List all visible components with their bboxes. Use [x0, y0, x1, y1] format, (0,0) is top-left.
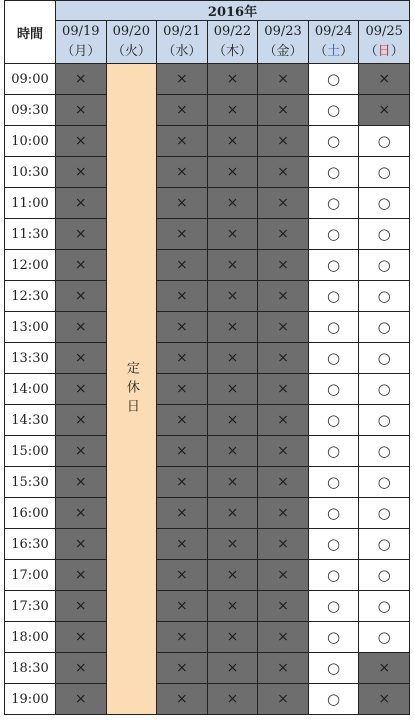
available-slot[interactable]: ○	[359, 312, 410, 343]
unavailable-slot: ×	[157, 281, 208, 312]
unavailable-slot: ×	[56, 219, 107, 250]
available-slot[interactable]: ○	[308, 684, 359, 715]
unavailable-slot: ×	[157, 622, 208, 653]
unavailable-slot: ×	[258, 529, 309, 560]
unavailable-slot: ×	[157, 467, 208, 498]
unavailable-slot: ×	[207, 622, 258, 653]
unavailable-slot: ×	[157, 405, 208, 436]
available-slot[interactable]: ○	[308, 312, 359, 343]
unavailable-slot: ×	[56, 560, 107, 591]
available-slot[interactable]: ○	[308, 560, 359, 591]
unavailable-slot: ×	[258, 95, 309, 126]
unavailable-slot: ×	[157, 250, 208, 281]
time-label: 09:30	[5, 95, 56, 126]
time-label: 09:00	[5, 64, 56, 95]
unavailable-slot: ×	[258, 219, 309, 250]
date-row	[5, 21, 410, 64]
table-row	[5, 374, 410, 405]
time-label: 13:30	[5, 343, 56, 374]
unavailable-slot: ×	[157, 436, 208, 467]
year-header: 2016年	[56, 1, 410, 21]
unavailable-slot: ×	[56, 157, 107, 188]
unavailable-slot: ×	[207, 312, 258, 343]
available-slot[interactable]: ○	[308, 467, 359, 498]
unavailable-slot: ×	[56, 436, 107, 467]
unavailable-slot: ×	[157, 591, 208, 622]
unavailable-slot: ×	[207, 529, 258, 560]
date-header	[56, 21, 107, 64]
unavailable-slot: ×	[207, 467, 258, 498]
unavailable-slot: ×	[56, 529, 107, 560]
available-slot[interactable]: ○	[308, 498, 359, 529]
available-slot[interactable]: ○	[359, 498, 410, 529]
available-slot[interactable]: ○	[359, 529, 410, 560]
unavailable-slot: ×	[157, 498, 208, 529]
time-label: 10:00	[5, 126, 56, 157]
unavailable-slot: ×	[258, 591, 309, 622]
unavailable-slot: ×	[258, 684, 309, 715]
unavailable-slot: ×	[258, 250, 309, 281]
date-header	[157, 21, 208, 64]
unavailable-slot: ×	[157, 95, 208, 126]
time-label: 11:30	[5, 219, 56, 250]
table-row	[5, 126, 410, 157]
available-slot[interactable]: ○	[359, 126, 410, 157]
available-slot[interactable]: ○	[359, 467, 410, 498]
unavailable-slot: ×	[207, 560, 258, 591]
date-label: 09/19	[62, 24, 100, 39]
available-slot[interactable]: ○	[308, 529, 359, 560]
unavailable-slot: ×	[157, 343, 208, 374]
unavailable-slot: ×	[157, 126, 208, 157]
table-row	[5, 157, 410, 188]
unavailable-slot: ×	[56, 498, 107, 529]
table-row	[5, 405, 410, 436]
table-row	[5, 312, 410, 343]
available-slot[interactable]: ○	[308, 64, 359, 95]
unavailable-slot: ×	[157, 312, 208, 343]
date-label: 09/24	[314, 24, 353, 39]
unavailable-slot: ×	[56, 374, 107, 405]
unavailable-slot: ×	[359, 653, 410, 684]
available-slot[interactable]: ○	[308, 591, 359, 622]
unavailable-slot: ×	[258, 343, 309, 374]
table-row	[5, 684, 410, 715]
date-label: 09/21	[163, 24, 201, 39]
unavailable-slot: ×	[207, 64, 258, 95]
unavailable-slot: ×	[258, 467, 309, 498]
time-label: 13:00	[5, 312, 56, 343]
unavailable-slot: ×	[258, 188, 309, 219]
date-header	[359, 21, 410, 64]
available-slot[interactable]: ○	[359, 405, 410, 436]
unavailable-slot: ×	[207, 498, 258, 529]
table-row	[5, 64, 410, 95]
unavailable-slot: ×	[207, 157, 258, 188]
unavailable-slot: ×	[207, 126, 258, 157]
available-slot[interactable]: ○	[308, 188, 359, 219]
unavailable-slot: ×	[56, 95, 107, 126]
table-row	[5, 250, 410, 281]
table-row	[5, 498, 410, 529]
available-slot[interactable]: ○	[308, 250, 359, 281]
available-slot[interactable]: ○	[359, 622, 410, 653]
time-label: 15:30	[5, 467, 56, 498]
unavailable-slot: ×	[258, 405, 309, 436]
table-row	[5, 188, 410, 219]
date-label: 09/20	[112, 24, 151, 39]
available-slot[interactable]: ○	[308, 622, 359, 653]
weekday-label: （火）	[111, 44, 151, 59]
unavailable-slot: ×	[157, 374, 208, 405]
time-label: 12:30	[5, 281, 56, 312]
unavailable-slot: ×	[157, 64, 208, 95]
time-label: 15:00	[5, 436, 56, 467]
table-row	[5, 622, 410, 653]
time-label: 14:00	[5, 374, 56, 405]
unavailable-slot: ×	[157, 560, 208, 591]
table-row	[5, 560, 410, 591]
unavailable-slot: ×	[258, 157, 309, 188]
unavailable-slot: ×	[56, 343, 107, 374]
available-slot[interactable]: ○	[359, 591, 410, 622]
unavailable-slot: ×	[207, 219, 258, 250]
unavailable-slot: ×	[258, 64, 309, 95]
available-slot[interactable]: ○	[359, 343, 410, 374]
available-slot[interactable]: ○	[359, 250, 410, 281]
table-row	[5, 95, 410, 126]
available-slot[interactable]: ○	[359, 560, 410, 591]
closed-day-cell: 定休日	[106, 64, 157, 715]
time-label: 16:00	[5, 498, 56, 529]
unavailable-slot: ×	[258, 374, 309, 405]
slot-grid	[5, 64, 410, 715]
unavailable-slot: ×	[157, 219, 208, 250]
available-slot[interactable]: ○	[308, 157, 359, 188]
unavailable-slot: ×	[56, 312, 107, 343]
available-slot[interactable]: ○	[359, 157, 410, 188]
unavailable-slot: ×	[56, 405, 107, 436]
unavailable-slot: ×	[207, 281, 258, 312]
unavailable-slot: ×	[56, 622, 107, 653]
table-row	[5, 281, 410, 312]
unavailable-slot: ×	[258, 312, 309, 343]
unavailable-slot: ×	[207, 684, 258, 715]
time-label: 11:00	[5, 188, 56, 219]
time-label: 10:30	[5, 157, 56, 188]
available-slot[interactable]: ○	[308, 95, 359, 126]
unavailable-slot: ×	[258, 436, 309, 467]
unavailable-slot: ×	[359, 95, 410, 126]
date-header	[308, 21, 359, 64]
time-label: 18:30	[5, 653, 56, 684]
unavailable-slot: ×	[56, 250, 107, 281]
weekday-label: （土）	[314, 44, 354, 59]
unavailable-slot: ×	[207, 405, 258, 436]
weekday-label: （日）	[364, 44, 404, 59]
unavailable-slot: ×	[56, 467, 107, 498]
date-label: 09/23	[264, 24, 302, 39]
available-slot[interactable]: ○	[359, 281, 410, 312]
time-label: 18:00	[5, 622, 56, 653]
unavailable-slot: ×	[207, 343, 258, 374]
unavailable-slot: ×	[157, 188, 208, 219]
table-row	[5, 467, 410, 498]
time-column-header: 時間	[5, 1, 56, 64]
unavailable-slot: ×	[359, 684, 410, 715]
weekday-label: （金）	[263, 44, 303, 59]
time-label: 17:30	[5, 591, 56, 622]
unavailable-slot: ×	[207, 374, 258, 405]
available-slot[interactable]: ○	[308, 281, 359, 312]
time-label: 19:00	[5, 684, 56, 715]
date-header	[258, 21, 309, 64]
table-row	[5, 529, 410, 560]
unavailable-slot: ×	[157, 653, 208, 684]
available-slot[interactable]: ○	[308, 374, 359, 405]
unavailable-slot: ×	[258, 498, 309, 529]
available-slot[interactable]: ○	[308, 219, 359, 250]
date-header	[207, 21, 258, 64]
table-row	[5, 591, 410, 622]
unavailable-slot: ×	[207, 95, 258, 126]
unavailable-slot: ×	[157, 529, 208, 560]
unavailable-slot: ×	[258, 653, 309, 684]
unavailable-slot: ×	[157, 684, 208, 715]
unavailable-slot: ×	[56, 281, 107, 312]
unavailable-slot: ×	[359, 64, 410, 95]
weekday-label: （木）	[212, 44, 252, 59]
weekday-label: （月）	[61, 44, 101, 59]
unavailable-slot: ×	[258, 560, 309, 591]
unavailable-slot: ×	[258, 126, 309, 157]
unavailable-slot: ×	[258, 281, 309, 312]
unavailable-slot: ×	[207, 250, 258, 281]
unavailable-slot: ×	[207, 188, 258, 219]
time-label: 16:30	[5, 529, 56, 560]
unavailable-slot: ×	[56, 653, 107, 684]
table-row	[5, 436, 410, 467]
available-slot[interactable]: ○	[308, 653, 359, 684]
date-label: 09/25	[365, 24, 403, 39]
reservation-table	[4, 0, 410, 715]
unavailable-slot: ×	[56, 126, 107, 157]
weekday-label: （水）	[162, 44, 202, 59]
unavailable-slot: ×	[207, 653, 258, 684]
table-row	[5, 653, 410, 684]
available-slot[interactable]: ○	[308, 405, 359, 436]
unavailable-slot: ×	[56, 684, 107, 715]
time-label: 14:30	[5, 405, 56, 436]
unavailable-slot: ×	[56, 188, 107, 219]
time-label: 12:00	[5, 250, 56, 281]
date-label: 09/22	[213, 24, 252, 39]
available-slot[interactable]: ○	[308, 436, 359, 467]
unavailable-slot: ×	[157, 157, 208, 188]
time-label: 17:00	[5, 560, 56, 591]
unavailable-slot: ×	[207, 436, 258, 467]
available-slot[interactable]: ○	[359, 374, 410, 405]
unavailable-slot: ×	[56, 64, 107, 95]
available-slot[interactable]: ○	[359, 436, 410, 467]
available-slot[interactable]: ○	[308, 343, 359, 374]
available-slot[interactable]: ○	[359, 188, 410, 219]
unavailable-slot: ×	[258, 622, 309, 653]
date-header	[106, 21, 157, 64]
available-slot[interactable]: ○	[308, 126, 359, 157]
unavailable-slot: ×	[56, 591, 107, 622]
year-row	[5, 1, 410, 21]
unavailable-slot: ×	[207, 591, 258, 622]
table-row	[5, 343, 410, 374]
table-row	[5, 219, 410, 250]
available-slot[interactable]: ○	[359, 219, 410, 250]
